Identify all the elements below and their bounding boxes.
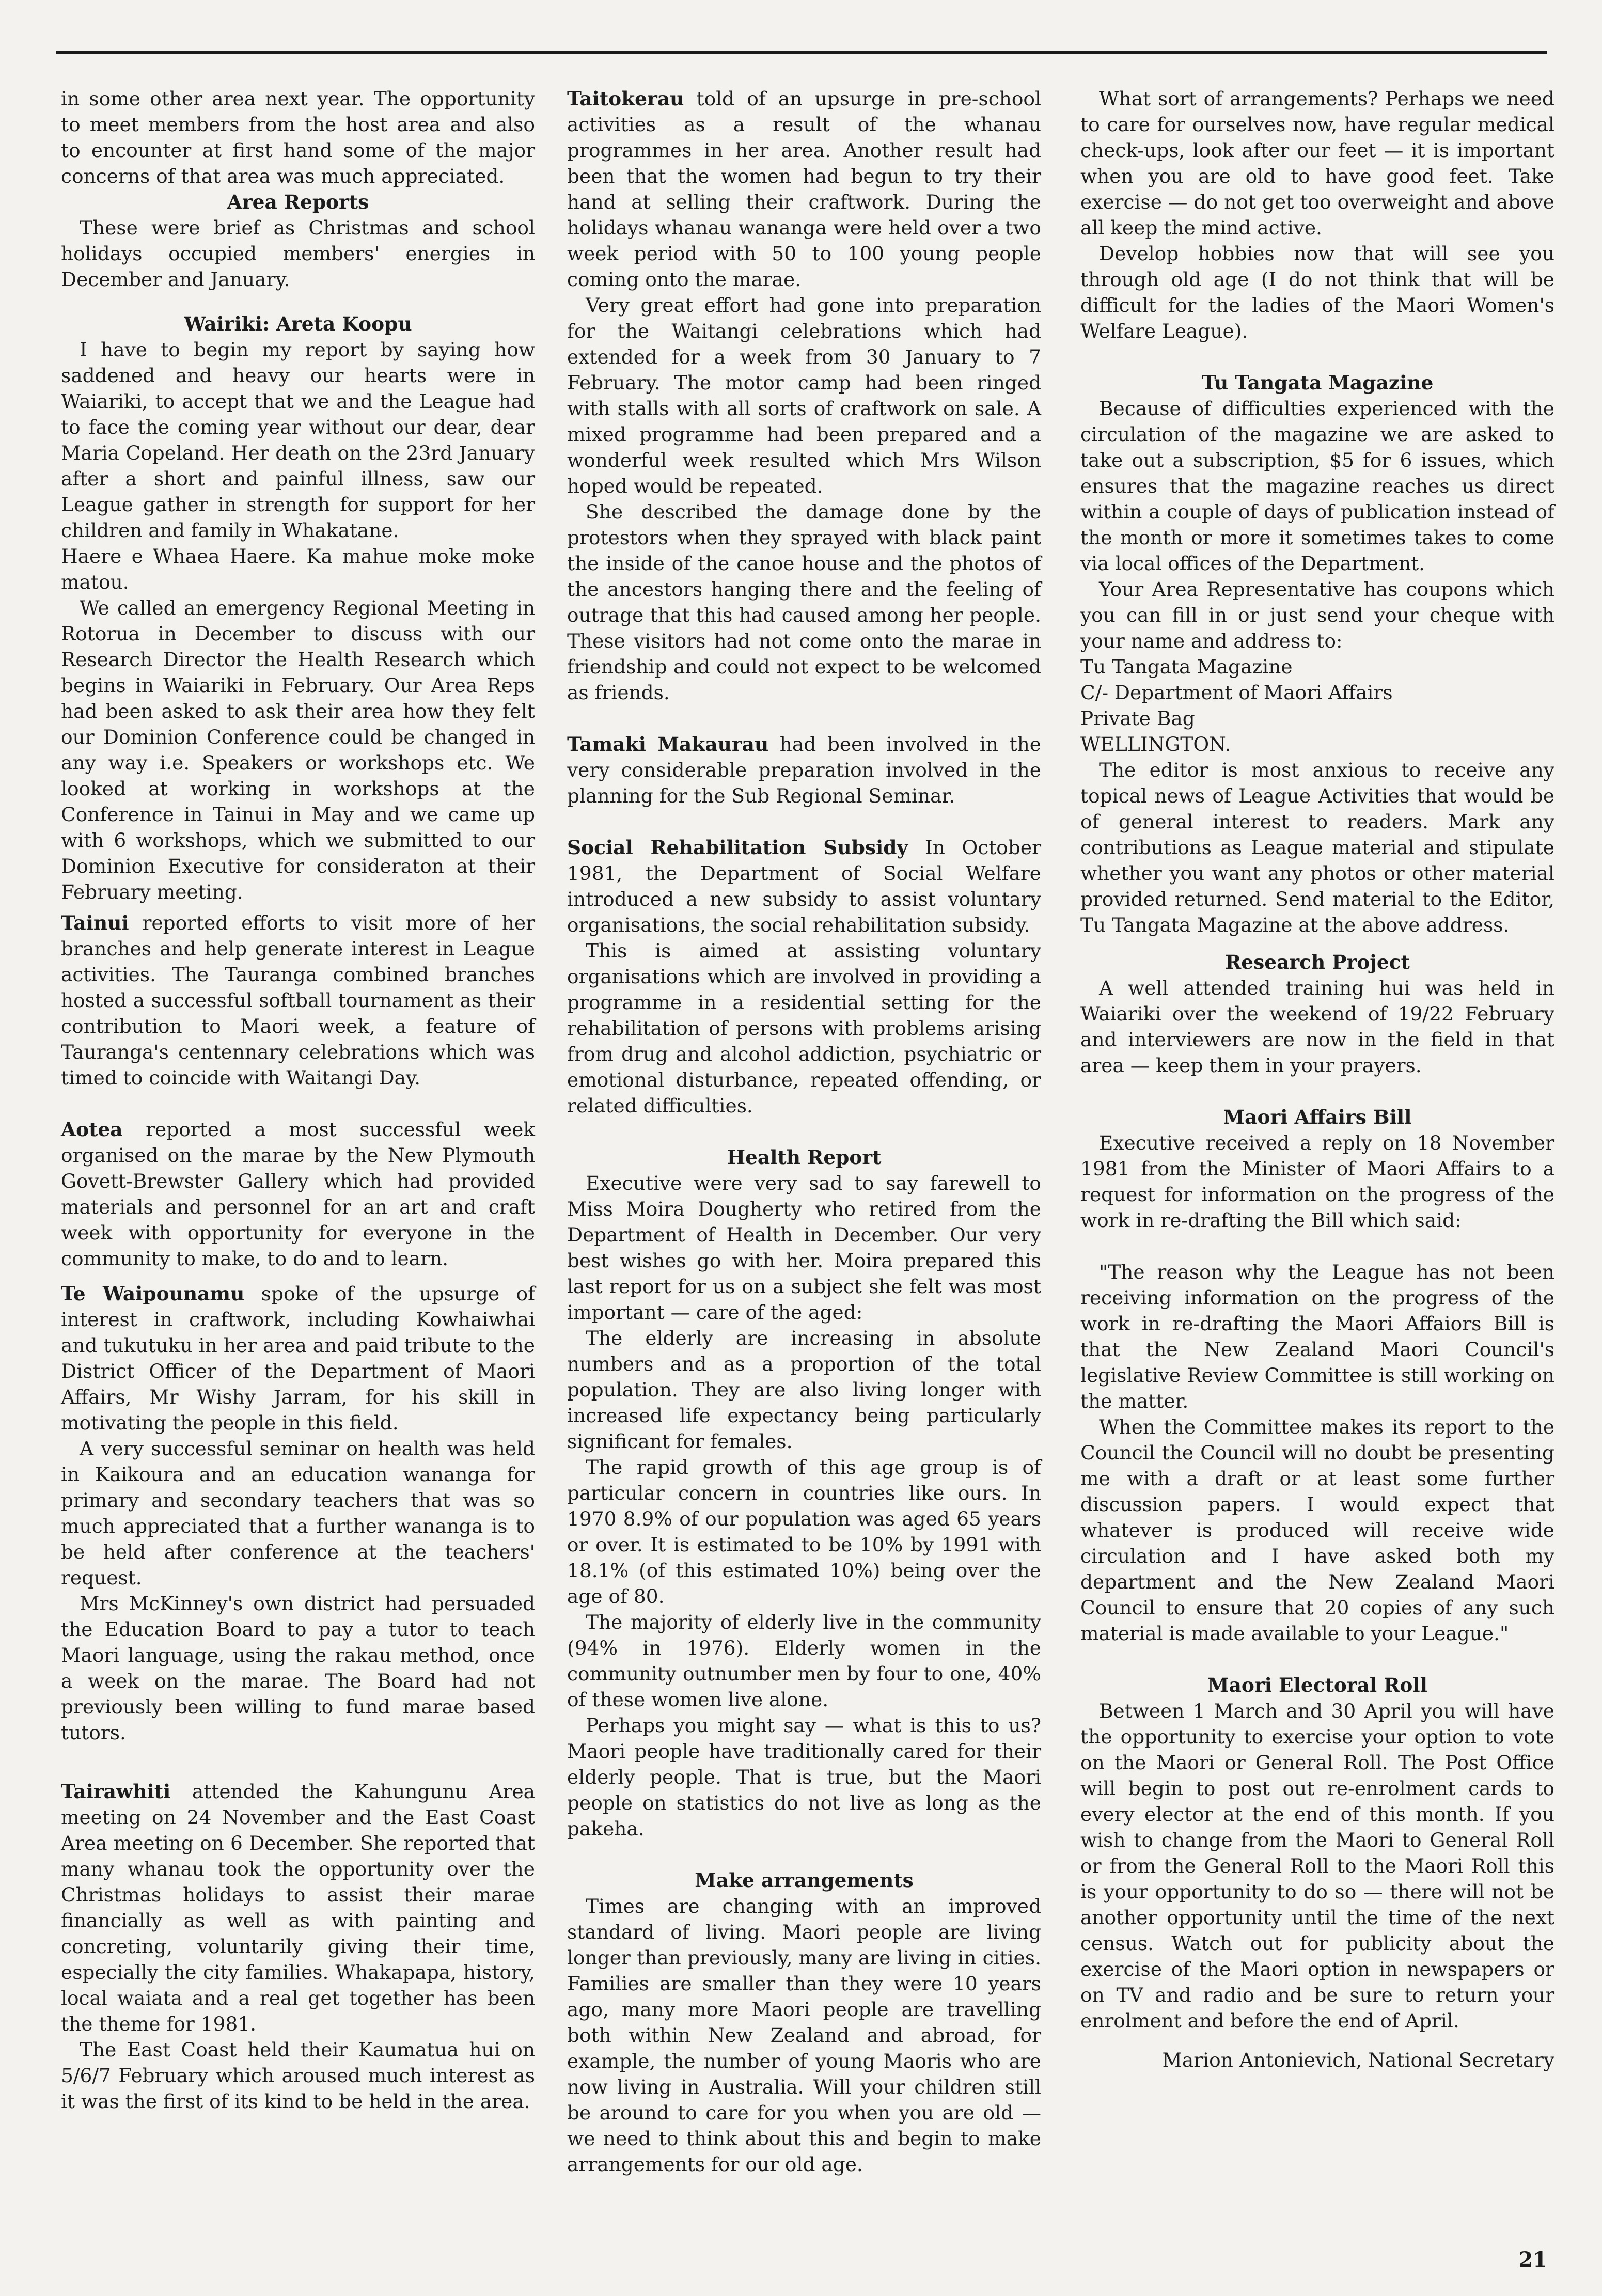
body-paragraph: We called an emergency Regional Meeting in Rotorua in December to discuss with our Research Director the Health Research which begins in Waiariki in February. Our Area Reps had been asked to ask their area how they felt our Dominion Conference could be changed in any way i.e. Speakers or workshops etc. We looked at working in workshops at the Conference in Tainui in May and we came up with 6 workshops, which we submitted to our Dominion Executive for consideraton at their February meeting.: [61, 596, 535, 903]
report-paragraph-te-waipounamu: [61, 1281, 535, 1436]
section-heading-make-arrangements: Make arrangements: [695, 1869, 914, 1892]
signature-line: Marion Antonievich, National Secretary: [1162, 2049, 1554, 2071]
body-paragraph: in some other area next year. The opportunity to meet members from the host area and also to encounter at first hand some of the major concerns of that area was much appreciated.: [61, 87, 535, 187]
body-paragraph: When the Committee makes its report to the Council the Council will no doubt be presenting me with a draft or at least some further discussion papers. I would expect that whatever is produced will receive wide circulation and I have asked both my department and the New Zealand Maori Council to ensure that 20 copies of any such material is made available to your League.": [1080, 1416, 1554, 1645]
body-paragraph: Executive were very sad to say farewell to Miss Moira Dougherty who retired from the Department of Health in December. Our very best wishes go with her. Moira prepared this last report for us on a subject she felt was most important — care of the aged:: [567, 1172, 1041, 1324]
body-paragraph: "The reason why the League has not been receiving information on the progress of the work in re-drafting the Maori Affaiors Bill is that the New Zealand Maori Council's legislative Review Committee is still working on the matter.: [1080, 1261, 1554, 1412]
lead-in-term: Taitokerau: [567, 87, 684, 110]
report-paragraph-social-rehabilitation-subsidy: [567, 835, 1041, 938]
address-line: WELLINGTON.: [1080, 733, 1231, 756]
body-paragraph: What sort of arrangements? Perhaps we need to care for ourselves now, have regular medical check-ups, look after our feet — it is important when you are old to have good feet. Take exercise — do not get too overweight and above all keep the mind active.: [1080, 87, 1554, 239]
body-paragraph: Executive received a reply on 18 November 1981 from the Minister of Maori Affairs to a request for information on the progress of the work in re-drafting the Bill which said:: [1080, 1131, 1554, 1232]
body-paragraph: Haere e Whaea Haere. Ka mahue moke moke matou.: [61, 545, 535, 593]
body-paragraph: The elderly are increasing in absolute numbers and as a proportion of the total population. They are also living longer with increased life expectancy being particularly significant for females.: [567, 1327, 1041, 1453]
lead-in-term: Tainui: [61, 911, 129, 934]
paragraph-text: reported a most successful week organised on the marae by the New Plymouth Govett-Brewster Gallery which had provided materials and personnel for an art and craft week with opportunity for everyone in the community to make, to do and to learn.: [61, 1118, 535, 1270]
report-paragraph-tainui: [61, 910, 535, 1091]
body-paragraph: Because of difficulties experienced with the circulation of the magazine we are asked to take out a subscription, $5 for 6 issues, which ensures that the magazine reaches us direct within a couple of days of publication instead of the month or more it sometimes takes to come via local offices of the Department.: [1080, 397, 1554, 575]
page-number: 21: [1518, 2247, 1547, 2272]
report-paragraph-tairawhiti: [61, 1779, 535, 2037]
body-paragraph: The editor is most anxious to receive any topical news of League Activities that would be of general interest to readers. Mark any contributions as League material and stipulate whether you want any photos or other material provided returned. Send material to the Editor, Tu Tangata Magazine at the above address.: [1080, 759, 1554, 936]
address-line: Tu Tangata Magazine: [1080, 655, 1293, 678]
body-paragraph: This is aimed at assisting voluntary organisations which are involved in providing a programme in a residential setting for the rehabilitation of persons with problems arising from drug and alcohol addiction, psychiatric or emotional disturbance, repeated offending, or related difficulties.: [567, 939, 1041, 1117]
report-paragraph-tamaki-makaurau: [567, 731, 1041, 809]
lead-in-term: Aotea: [61, 1118, 123, 1141]
body-paragraph: The East Coast held their Kaumatua hui on 5/6/7 February which aroused much interest as it was the first of its kind to be held in the area.: [61, 2038, 535, 2113]
section-heading-health-report: Health Report: [727, 1146, 882, 1169]
body-paragraph: Your Area Representative has coupons which you can fill in or just send your cheque with your name and address to:: [1080, 578, 1554, 652]
section-heading-area-reports: Area Reports: [227, 191, 369, 213]
body-paragraph: Mrs McKinney's own district had persuaded the Education Board to pay a tutor to teach Maori language, using the rakau method, once a week on the marae. The Board had not previously been willing to fund marae based tutors.: [61, 1592, 535, 1744]
paragraph-text: reported efforts to visit more of her branches and help generate interest in League activities. The Tauranga combined branches hosted a successful softball tournament as their contribution to Maori week, a feature of Tauranga's centennary celebrations which was timed to coincide with Waitangi Day.: [61, 911, 536, 1089]
article-column-2: [567, 86, 1041, 2177]
report-paragraph-aotea: [61, 1116, 535, 1271]
section-heading-maori-electoral-roll: Maori Electoral Roll: [1207, 1674, 1427, 1696]
section-heading-wairiki-areta-koopu: Wairiki: Areta Koopu: [184, 312, 412, 335]
report-paragraph-taitokerau: [567, 86, 1041, 292]
body-paragraph: The rapid growth of this age group is of particular concern in countries like ours. In 1970 8.9% of our population was aged 65 years or over. It is estimated to be 10% by 1991 with 18.1% (of this estimated 10%) being over the age of 80.: [567, 1456, 1041, 1608]
paragraph-text: told of an upsurge in pre-school activities as a result of the whanau programmes in her area. Another result had been that the women had begun to try their hand at selling their craftwork. During the holidays whanau wananga were held over a two week period with 50 to 100 young people coming onto the marae.: [567, 87, 1042, 291]
paragraph-text: attended the Kahungunu Area meeting on 24 November and the East Coast Area meeting on 6 December. She reported that many whanau took the opportunity over the Christmas holidays to assist their marae financially as well as with painting and concreting, voluntarily giving their time, especially the city families. Whakapapa, history, local waiata and a real get together has been the theme for 1981.: [61, 1780, 536, 2035]
section-heading-research-project: Research Project: [1225, 951, 1410, 973]
section-heading-tu-tangata-magazine: Tu Tangata Magazine: [1201, 371, 1434, 394]
body-paragraph: Times are changing with an improved standard of living. Maori people are living longer than previously, many are living in cities. Families are smaller than they were 10 years ago, many more Maori people are travelling both within New Zealand and abroad, for example, the number of young Maoris who are now living in Australia. Will your children still be around to care for you when you are old — we need to think about this and begin to make arrangements for our old age.: [567, 1895, 1041, 2176]
address-line: C/- Department of Maori Affairs: [1080, 681, 1393, 704]
body-paragraph: Perhaps you might say — what is this to us? Maori people have traditionally cared for their elderly people. That is true, but the Maori people on statistics do not live as long as the pakeha.: [567, 1714, 1041, 1840]
address-line: Private Bag: [1080, 707, 1195, 730]
top-rule: [56, 51, 1547, 54]
paragraph-text: In October 1981, the Department of Social Welfare introduced a new subsidy to assist voluntary organisations, the social rehabilitation subsidy.: [567, 836, 1041, 936]
body-paragraph: These were brief as Christmas and school holidays occupied members' energies in December and January.: [61, 216, 535, 291]
body-paragraph: Develop hobbies now that will see you through old age (I do not think that will be difficult for the ladies of the Maori Women's Welfare League).: [1080, 242, 1554, 342]
body-paragraph: A very successful seminar on health was held in Kaikoura and an education wananga for primary and secondary teachers that was so much appreciated that a further wananga is to be held after conference at the teachers' request.: [61, 1437, 535, 1589]
section-heading-maori-affairs-bill: Maori Affairs Bill: [1223, 1106, 1412, 1128]
lead-in-term: Tamaki Makaurau: [567, 733, 769, 756]
lead-in-term: Social Rehabilitation Subsidy: [567, 836, 908, 859]
article-column-1: [61, 86, 535, 2114]
paragraph-text: spoke of the upsurge of interest in craftwork, including Kowhaiwhai and tukutuku in her area and paid tribute to the District Officer of the Department of Maori Affairs, Mr Wishy Jarram, for his skill in motivating the people in this field.: [61, 1282, 535, 1434]
article-column-3: [1080, 86, 1554, 2073]
mailing-address: [1080, 654, 1554, 757]
body-paragraph: Very great effort had gone into preparation for the Waitangi celebrations which had extended for a week from 30 January to 7 February. The motor camp had been ringed with stalls with all sorts of craftwork on sale. A mixed programme had been prepared and a wonderful week resulted which Mrs Wilson hoped would be repeated.: [567, 294, 1041, 497]
body-paragraph: I have to begin my report by saying how saddened and heavy our hearts were in Waiariki, to accept that we and the League had to face the coming year without our dear, dear Maria Copeland. Her death on the 23rd January after a short and painful illness, saw our League gather in strength for support for her children and family in Whakatane.: [61, 338, 535, 542]
body-paragraph: The majority of elderly live in the community (94% in 1976). Elderly women in the community outnumber men by four to one, 40% of these women live alone.: [567, 1611, 1041, 1711]
lead-in-term: Te Waipounamu: [61, 1282, 245, 1305]
lead-in-term: Tairawhiti: [61, 1780, 171, 1803]
body-paragraph: A well attended training hui was held in Waiariki over the weekend of 19/22 February and interviewers are now in the field in that area — keep them in your prayers.: [1080, 977, 1554, 1077]
paragraph-text: had been involved in the very considerable preparation involved in the planning for the Sub Regional Seminar.: [567, 733, 1041, 807]
body-paragraph: She described the damage done by the protestors when they sprayed with black paint the inside of the canoe house and the photos of the ancestors hanging there and the feeling of outrage that this had caused among her people. These visitors had not come onto the marae in friendship and could not expect to be welcomed as friends.: [567, 500, 1041, 704]
body-paragraph: Between 1 March and 30 April you will have the opportunity to exercise your option to vote on the Maori or General Roll. The Post Office will begin to post out re-enrolment cards to every elector at the end of this month. If you wish to change from the Maori to General Roll or from the General Roll to the Maori Roll this is your opportunity to do so — there will not be another opportunity until the time of the next census. Watch out for publicity about the exercise of the Maori option in newspapers or on TV and radio and be sure to return your enrolment and before the end of April.: [1080, 1700, 1554, 2032]
